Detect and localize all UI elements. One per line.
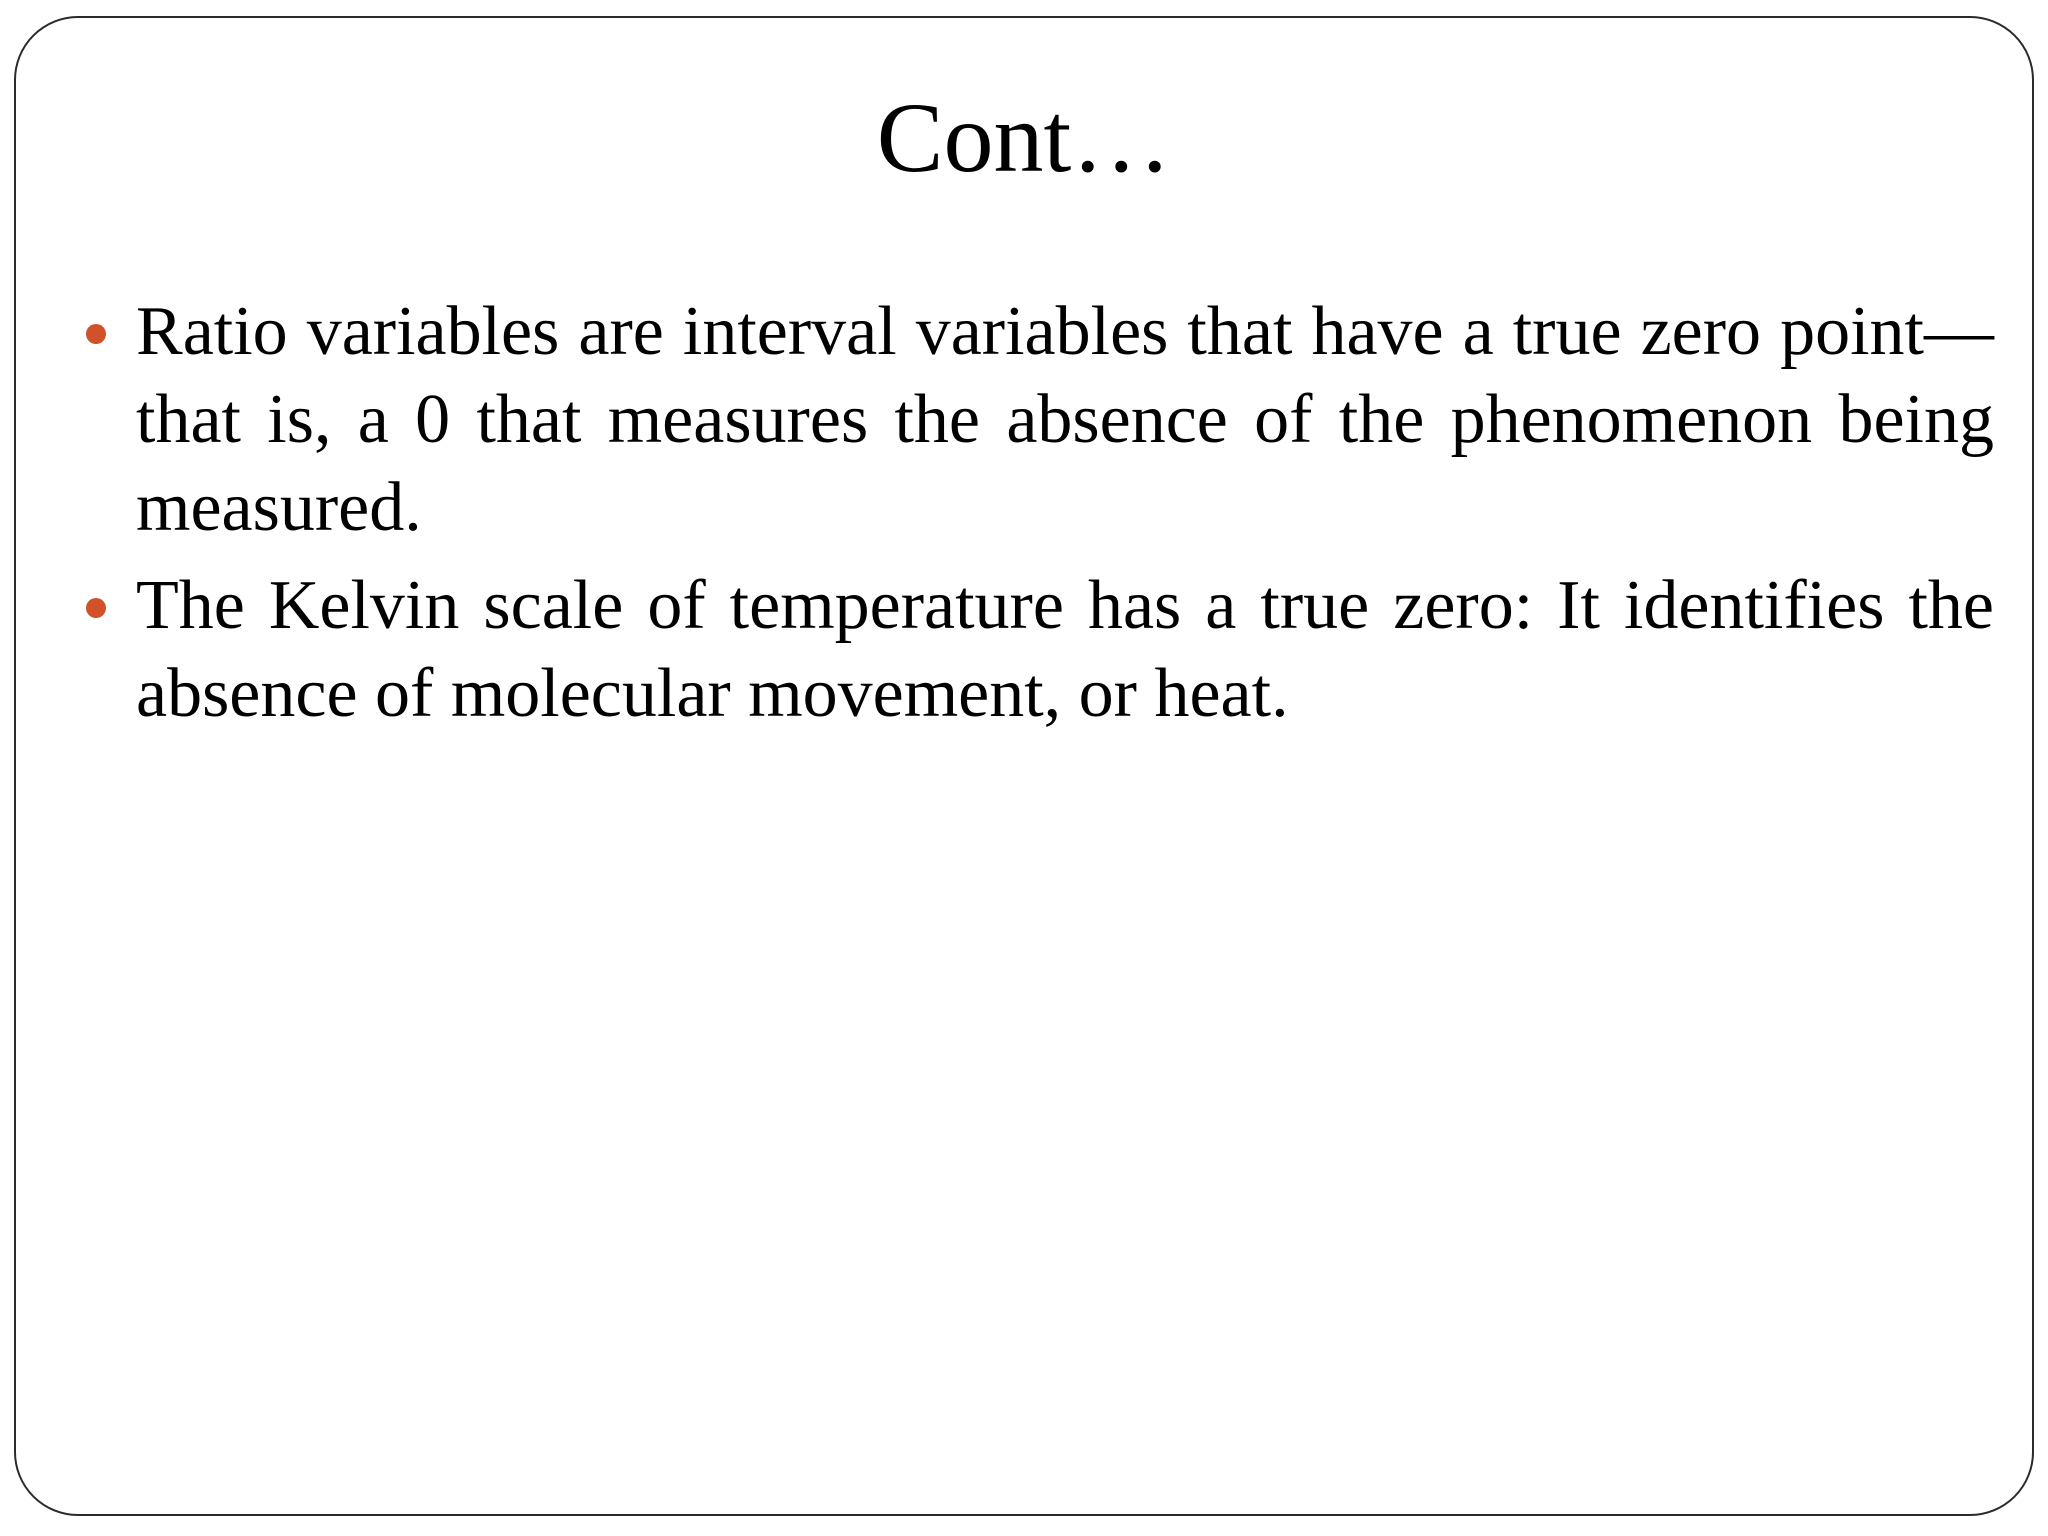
bullet-list [136,288,1994,748]
bullet-dot-icon [86,598,106,618]
bullet-text: Ratio variables are interval variables that have a true zero point—that is, a 0 that measures the absence of the phenomenon being measured. [136,293,1994,546]
bullet-text: The Kelvin scale of temperature has a true zero: It identifies the absence of molecular movement, or heat. [136,567,1994,732]
slide-title: Cont… [876,82,1172,193]
slide-frame [14,16,2034,1516]
bullet-item [136,288,1994,552]
bullet-item [136,562,1994,738]
bullet-dot-icon [86,324,106,344]
